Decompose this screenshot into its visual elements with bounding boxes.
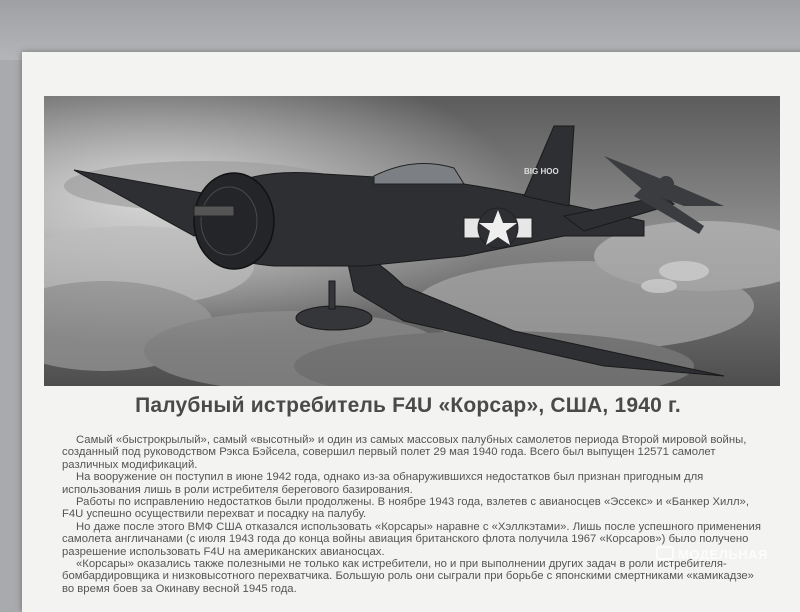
watermark-text: МОДЕЛЬНАЯ — [678, 547, 768, 562]
page-title: Палубный истребитель F4U «Корсар», США, 1940 г. — [135, 394, 681, 417]
paragraph: Самый «быстрокрылый», самый «высотный» и один из самых массовых палубных самолетов периода Второй мировой войны, созданный под руководством Рэкса Бэйсела, совершил первый полет 29 мая 1940 года. Всего был выпущен 12571 самолет различных модификаций. — [62, 434, 747, 471]
watermark-logo-icon — [656, 546, 674, 560]
tail-code: BIG HOO — [524, 167, 559, 176]
table-background — [0, 0, 800, 60]
propeller-hub — [194, 206, 234, 216]
paragraph: Работы по исправлению недостатков были продолжены. В ноябре 1943 года, взлетев с авианосцев «Эссекс» и «Банкер Хилл», F4U успешно осуществили перехват и посадку на палубу. — [62, 496, 749, 521]
aircraft-illustration — [44, 96, 780, 386]
paragraph: На вооружение он поступил в июне 1942 года, однако из-за обнаружившихся недостатков был признан пригодным для использования лишь в роли истребителя берегового базирования. — [62, 471, 704, 496]
description-text — [62, 434, 762, 595]
paragraph: «Корсары» оказались также полезными не только как истребители, но и при выполнении других задач в роли истребителя-бомбардировщика и низковысотного перехватчика. Большую роль они сыграли при борьбе с японскими смертниками «камикадзе» во время боев за Окинаву весной 1945 года. — [62, 558, 754, 595]
watermark — [656, 546, 768, 562]
paragraph: Но даже после этого ВМФ США отказался использовать «Корсары» наравне с «Хэллкэтами». Лишь после успешного применения самолета англичанами (с июля 1943 года до конца войны авиация британского флота получила 1967 «Корсаров») было получено разрешение использовать F4U на американских авианосцах. — [62, 520, 761, 558]
